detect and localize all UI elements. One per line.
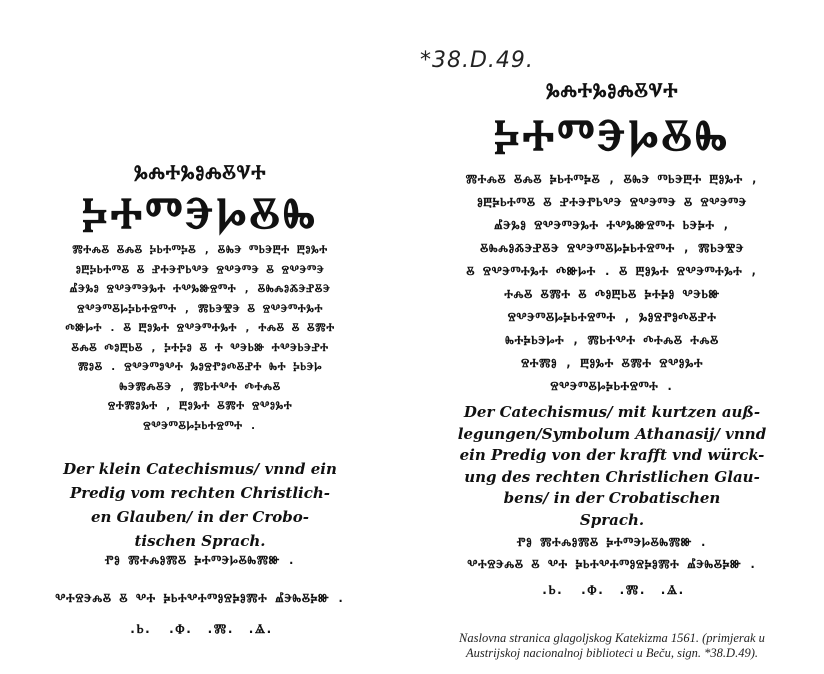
shelf-mark: *38.D.49. — [420, 48, 534, 73]
german-line: legungen/Symbolum Athanasij/ vnnd — [457, 424, 767, 443]
left-big-title: ⰍⰀⰕⰅⰘⰋⰈ — [81, 188, 319, 239]
imprint-line: ⰒⰑ ⰏⰀⰎⰑⰏⰋ ⰍⰀⰕⰅⰘⰋⰈⰏⰖ . — [104, 553, 296, 567]
glagolitic-line: ⰄⰖⰘⰀ . Ⰻ ⰁⰑⰃⰀ ⰔⰂⰅⰕⰀⰃⰀ , ⰀⰎⰋ Ⰻ ⰋⰏⰀ — [65, 321, 335, 334]
glagolitic-line: ⰑⰁⰍⰓⰀⰕⰋ Ⰻ ⰐⰀⰅⰒⰓⰂⰅ ⰔⰂⰅⰕⰅ Ⰻ ⰔⰂⰅⰕⰅ — [75, 262, 325, 276]
german-line: Predig vom rechten Christlich- — [69, 484, 330, 502]
glagolitic-line: ⰈⰀⰍⰓⰅⰘⰀ , ⰏⰓⰀⰂⰀ ⰄⰀⰎⰋ ⰀⰎⰋ — [505, 333, 719, 347]
left-title-page — [0, 0, 400, 674]
left-heading: ⰃⰎⰀⰃⰑⰎⰋⰜⰀ — [133, 160, 267, 184]
glagolitic-line: ⰔⰂⰅⰕⰋⰘⰍⰓⰀⰔⰕⰀ . — [550, 379, 674, 393]
date-mark: .Ⰿ. — [205, 622, 235, 637]
imprint-line: ⰂⰀⰔⰅⰎⰋ Ⰻ ⰂⰀ ⰍⰓⰀⰂⰀⰕⰑⰔⰍⰑⰏⰀ ⰌⰅⰈⰋⰍⰖ . — [55, 591, 345, 605]
german-line: ein Predig von der krafft vnd würck- — [459, 446, 765, 464]
right-heading: ⰃⰎⰀⰃⰑⰎⰋⰜⰀ — [545, 78, 679, 102]
glagolitic-line: ⰋⰎⰋ ⰄⰑⰁⰓⰋ , ⰍⰀⰍⰑ Ⰻ Ⰰ ⰂⰅⰓⰖ ⰀⰂⰅⰓⰅⰐⰀ — [71, 340, 329, 354]
imprint-line: ⰒⰑ ⰏⰀⰎⰑⰏⰋ ⰍⰀⰕⰅⰘⰋⰈⰏⰖ . — [516, 535, 708, 549]
german-line: en Glauben/ in der Crobo- — [91, 508, 309, 526]
german-line: tischen Sprach. — [134, 532, 266, 550]
german-line: ung des rechten Christlichen Glau- — [464, 467, 760, 486]
right-title-page — [400, 0, 824, 674]
date-mark: .Ⱇ. — [167, 622, 193, 637]
caption-line-1: Naslovna stranica glagoljskog Katekizma 1561. (primjerak u — [459, 631, 765, 645]
german-line: Der Catechismus/ mit kurtzen auß- — [463, 403, 761, 421]
right-date-marks — [400, 579, 824, 598]
right-big-title: ⰍⰀⰕⰅⰘⰋⰈ — [493, 110, 731, 161]
glagolitic-line: ⰔⰂⰅⰕⰋⰘⰍⰓⰀⰔⰕⰀ . — [143, 418, 257, 432]
glagolitic-line: ⰏⰀⰎⰋ ⰋⰎⰋ ⰍⰓⰀⰕⰍⰋ , ⰋⰈⰅ ⰕⰓⰅⰁⰀ ⰁⰑⰃⰀ — [72, 243, 328, 256]
date-mark: .Ⱇ. — [579, 583, 605, 598]
date-mark: .Ⱑ. — [247, 622, 273, 637]
date-mark: .Ⱃ. — [540, 583, 564, 598]
glagolitic-line: ⰀⰎⰋ ⰋⰏⰀ Ⰻ ⰄⰑⰁⰓⰋ ⰍⰀⰍⰑ ⰂⰅⰓⰖ — [504, 287, 720, 301]
german-line: Der klein Catechismus/ vnnd ein — [63, 460, 337, 478]
german-line: bens/ in der Crobatischen — [503, 489, 721, 507]
date-mark: .Ⱃ. — [128, 622, 152, 637]
left-date-marks — [0, 618, 400, 637]
date-mark: .Ⱑ. — [659, 583, 685, 598]
glagolitic-line: ⰔⰀⰏⰑ , ⰁⰑⰃⰀ ⰋⰏⰀ ⰔⰂⰑⰃⰀ — [520, 356, 704, 370]
figure-caption — [400, 631, 824, 661]
date-mark: .Ⰿ. — [617, 583, 647, 598]
glagolitic-line: ⰔⰀⰏⰑⰃⰀ , ⰁⰑⰃⰀ ⰋⰏⰀ ⰔⰂⰑⰃⰀ — [107, 399, 293, 412]
imprint-line: ⰂⰀⰔⰅⰎⰋ Ⰻ ⰂⰀ ⰍⰓⰀⰂⰀⰕⰑⰔⰍⰑⰏⰀ ⰌⰅⰈⰋⰍⰖ . — [467, 557, 757, 571]
glagolitic-line: ⰏⰑⰋ . ⰔⰂⰅⰕⰑⰂⰀ ⰃⰑⰔⰒⰑⰄⰋⰐⰀ ⰈⰀ ⰍⰓⰅⰘ — [77, 360, 323, 373]
glagolitic-line: ⰔⰂⰅⰕⰋⰘⰍⰓⰀⰔⰕⰀ , ⰏⰓⰅⰊⰅ Ⰻ ⰔⰂⰅⰕⰀⰃⰀ — [77, 301, 323, 315]
glagolitic-line: ⰈⰅⰏⰎⰋⰅ , ⰏⰓⰀⰂⰀ ⰄⰀⰎⰋ — [119, 379, 281, 393]
glagolitic-line: ⰑⰁⰍⰓⰀⰕⰋ Ⰻ ⰐⰀⰅⰒⰓⰂⰅ ⰔⰂⰅⰕⰅ Ⰻ ⰔⰂⰅⰕⰅ — [477, 195, 747, 209]
glagolitic-line: ⰏⰀⰎⰋ ⰋⰎⰋ ⰍⰓⰀⰕⰍⰋ , ⰋⰈⰅ ⰕⰓⰅⰁⰀ ⰁⰑⰃⰀ , — [465, 172, 759, 186]
caption-line-2: Austrijskoj nacionalnoj biblioteci u Beču, sign. *38.D.49). — [466, 646, 758, 660]
glagolitic-line: ⰌⰅⰃⰑ ⰔⰂⰅⰕⰅⰃⰀ ⰀⰂⰃⰖⰔⰕⰀ ⰓⰅⰍⰀ , — [494, 218, 730, 232]
glagolitic-line: ⰔⰂⰅⰕⰋⰘⰍⰓⰀⰔⰕⰀ , ⰃⰑⰔⰒⰑⰄⰋⰐⰀ — [507, 310, 717, 324]
glagolitic-line: ⰋⰈⰎⰑⰆⰅⰐⰋⰅ ⰔⰂⰅⰕⰋⰘⰍⰓⰀⰔⰕⰀ , ⰏⰓⰅⰊⰅ — [480, 241, 744, 255]
glagolitic-line: ⰌⰅⰃⰑ ⰔⰂⰅⰕⰅⰃⰀ ⰀⰂⰃⰖⰔⰕⰀ , ⰋⰈⰎⰑⰆⰅⰐⰋⰅ — [69, 282, 331, 295]
glagolitic-line: Ⰻ ⰔⰂⰅⰕⰀⰃⰀ ⰄⰖⰘⰀ . Ⰻ ⰁⰑⰃⰀ ⰔⰂⰅⰕⰀⰃⰀ , — [466, 264, 758, 278]
german-line: Sprach. — [579, 510, 645, 529]
